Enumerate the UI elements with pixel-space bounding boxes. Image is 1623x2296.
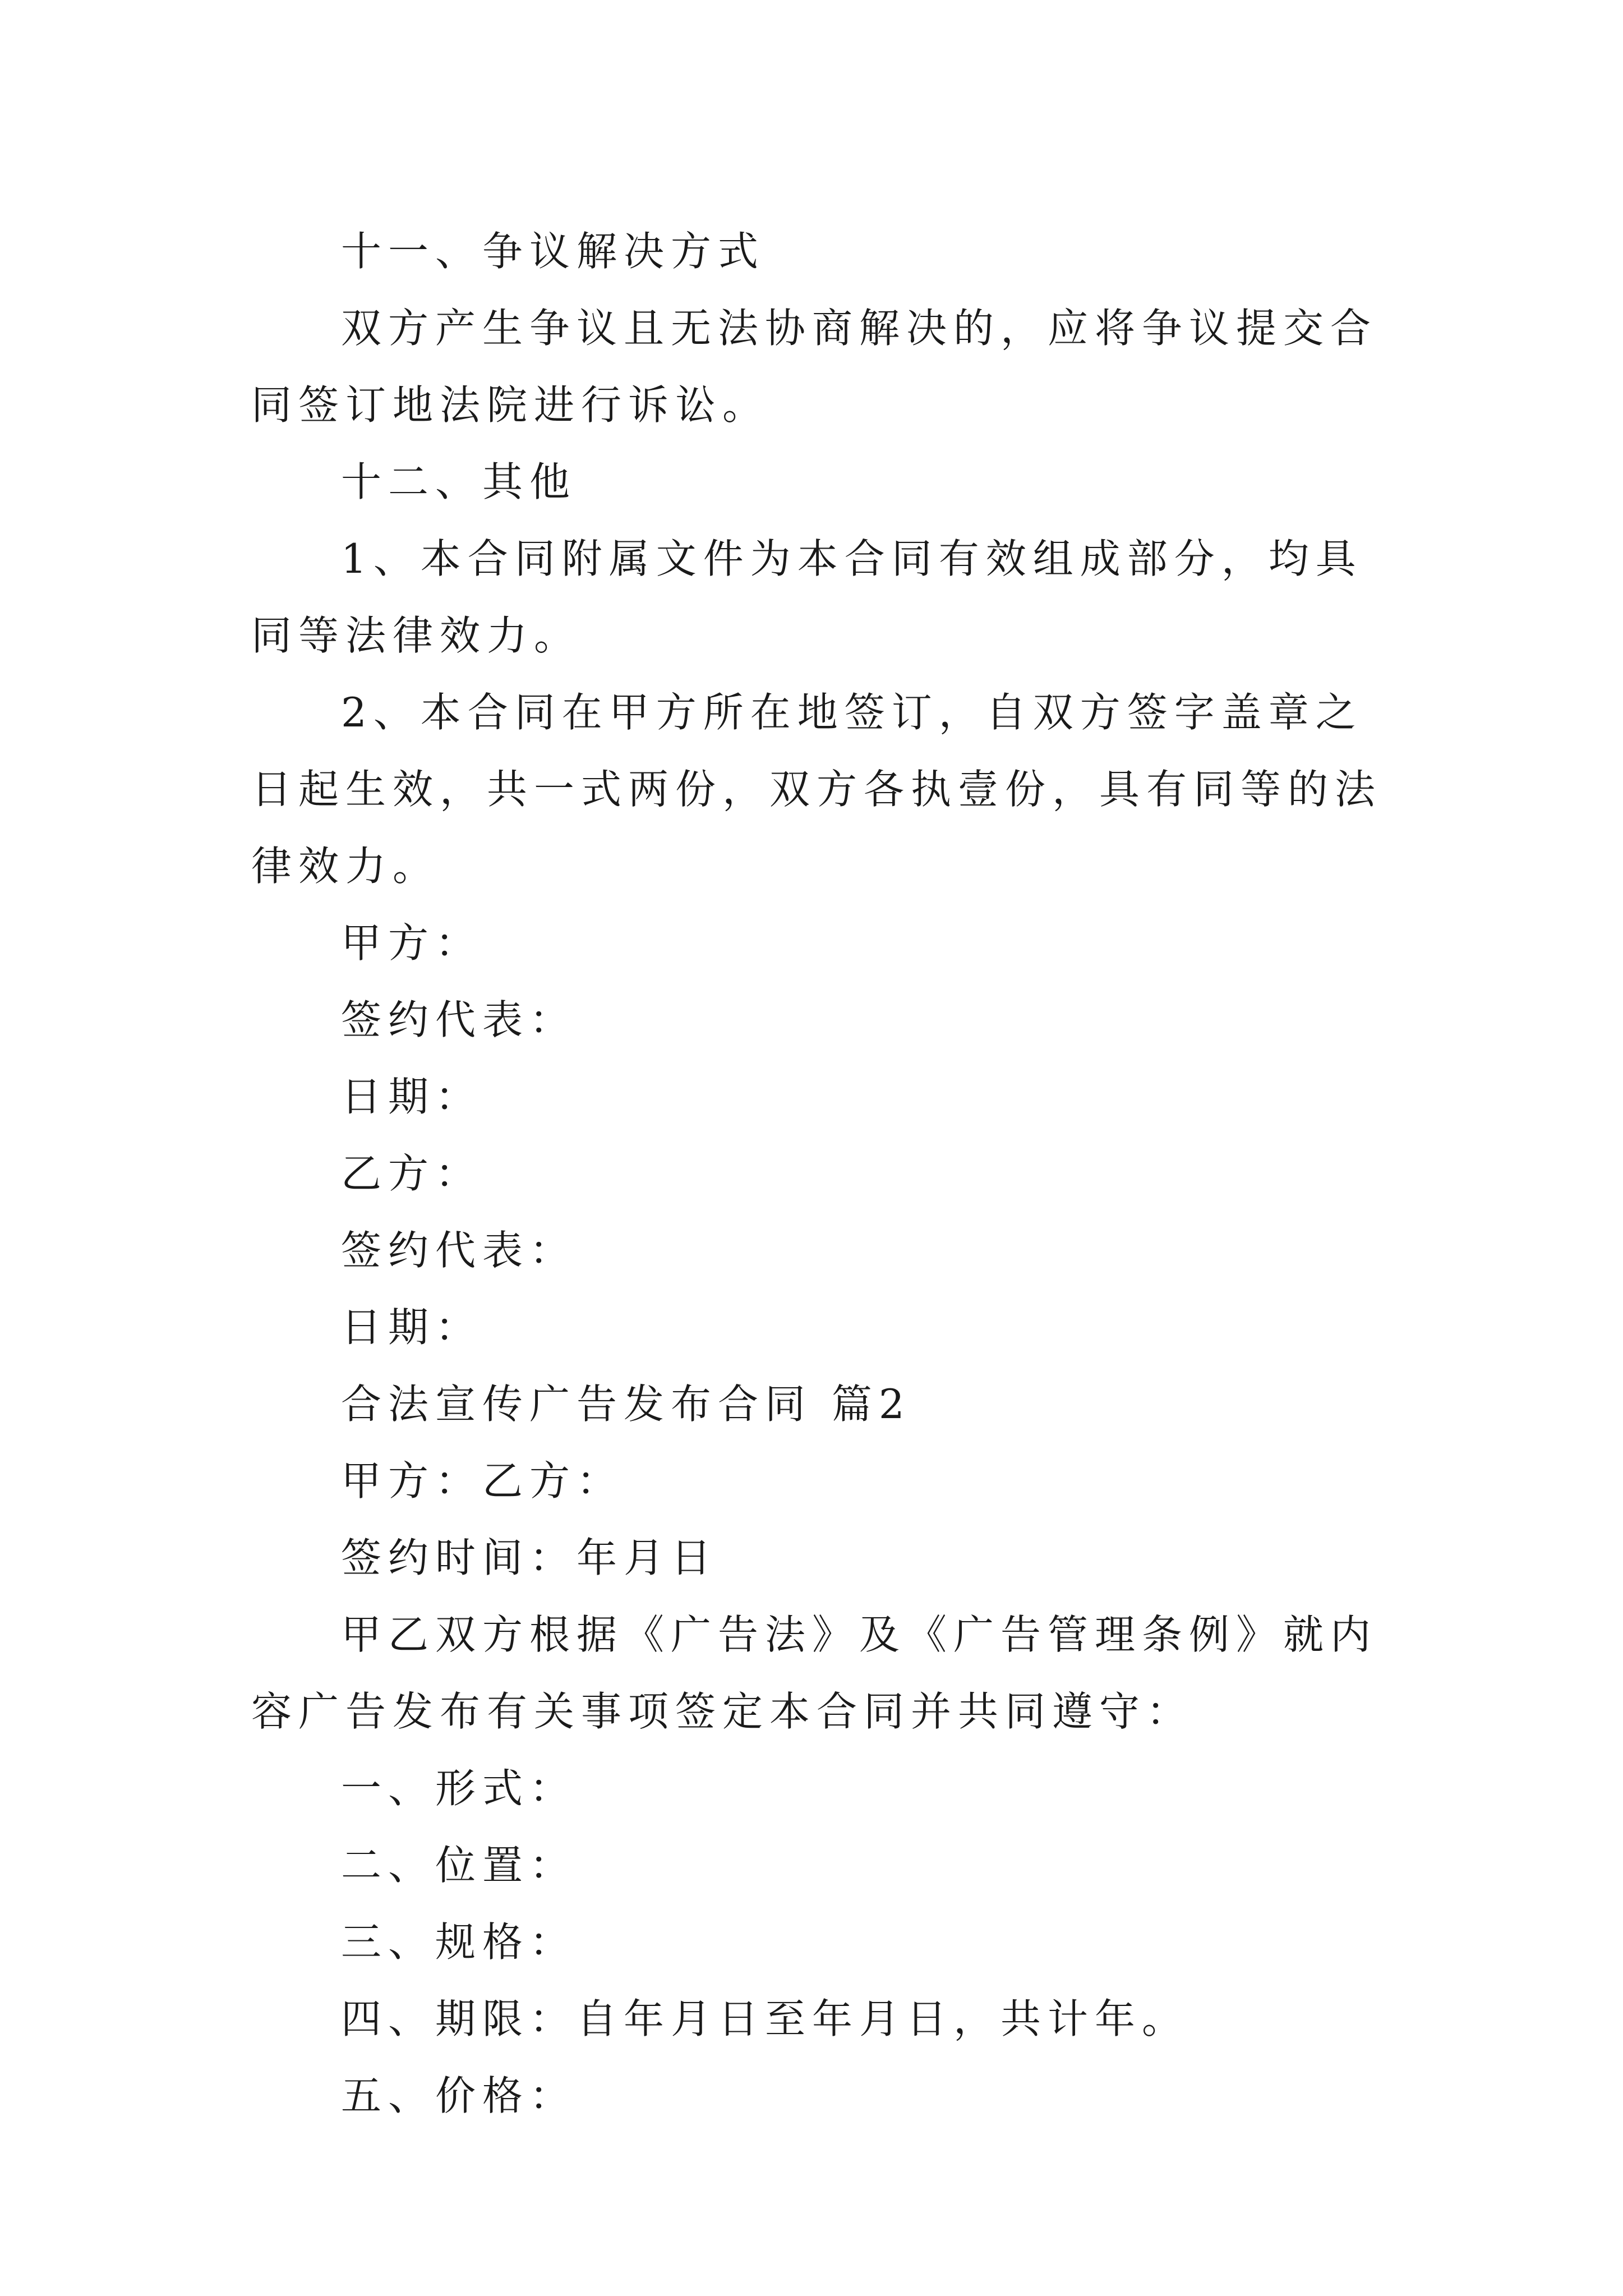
- section-heading-other: 十二、其他: [341, 458, 577, 505]
- paragraph-clause-1: 1、本合同附属文件为本合同有效组成部分，均具同等法律效力。: [251, 535, 1363, 659]
- contract-title-part-2: 合法宣传广告发布合同 篇2: [341, 1381, 911, 1428]
- item-form: 一、形式：: [341, 1765, 577, 1812]
- signing-time-line: 签约时间：年月日: [341, 1534, 718, 1581]
- item-term: 四、期限：自年月日至年月日，共计年。: [341, 1995, 1189, 2042]
- item-specification: 三、规格：: [341, 1918, 577, 1966]
- item-location: 二、位置：: [341, 1842, 577, 1889]
- party-a-date-label: 日期：: [341, 1073, 483, 1120]
- document-body: [251, 213, 1395, 2134]
- party-b-date-label: 日期：: [341, 1304, 483, 1351]
- item-price: 五、价格：: [341, 2072, 577, 2119]
- section-heading-dispute: 十一、争议解决方式: [341, 228, 766, 275]
- paragraph-agreement-basis: 甲乙双方根据《广告法》及《广告管理条例》就内容广告发布有关事项签定本合同并共同遵守：: [251, 1611, 1378, 1735]
- parties-line: 甲方：乙方：: [341, 1457, 624, 1504]
- party-b-label: 乙方：: [341, 1150, 483, 1197]
- party-a-label: 甲方：: [341, 919, 483, 967]
- party-a-representative-label: 签约代表：: [341, 996, 577, 1043]
- paragraph-dispute-resolution: 双方产生争议且无法协商解决的，应将争议提交合同签订地法院进行诉讼。: [251, 305, 1378, 429]
- paragraph-clause-2: 2、本合同在甲方所在地签订，自双方签字盖章之日起生效，共一式两份，双方各执壹份，具有同等的法律效力。: [251, 689, 1382, 890]
- party-b-representative-label: 签约代表：: [341, 1227, 577, 1274]
